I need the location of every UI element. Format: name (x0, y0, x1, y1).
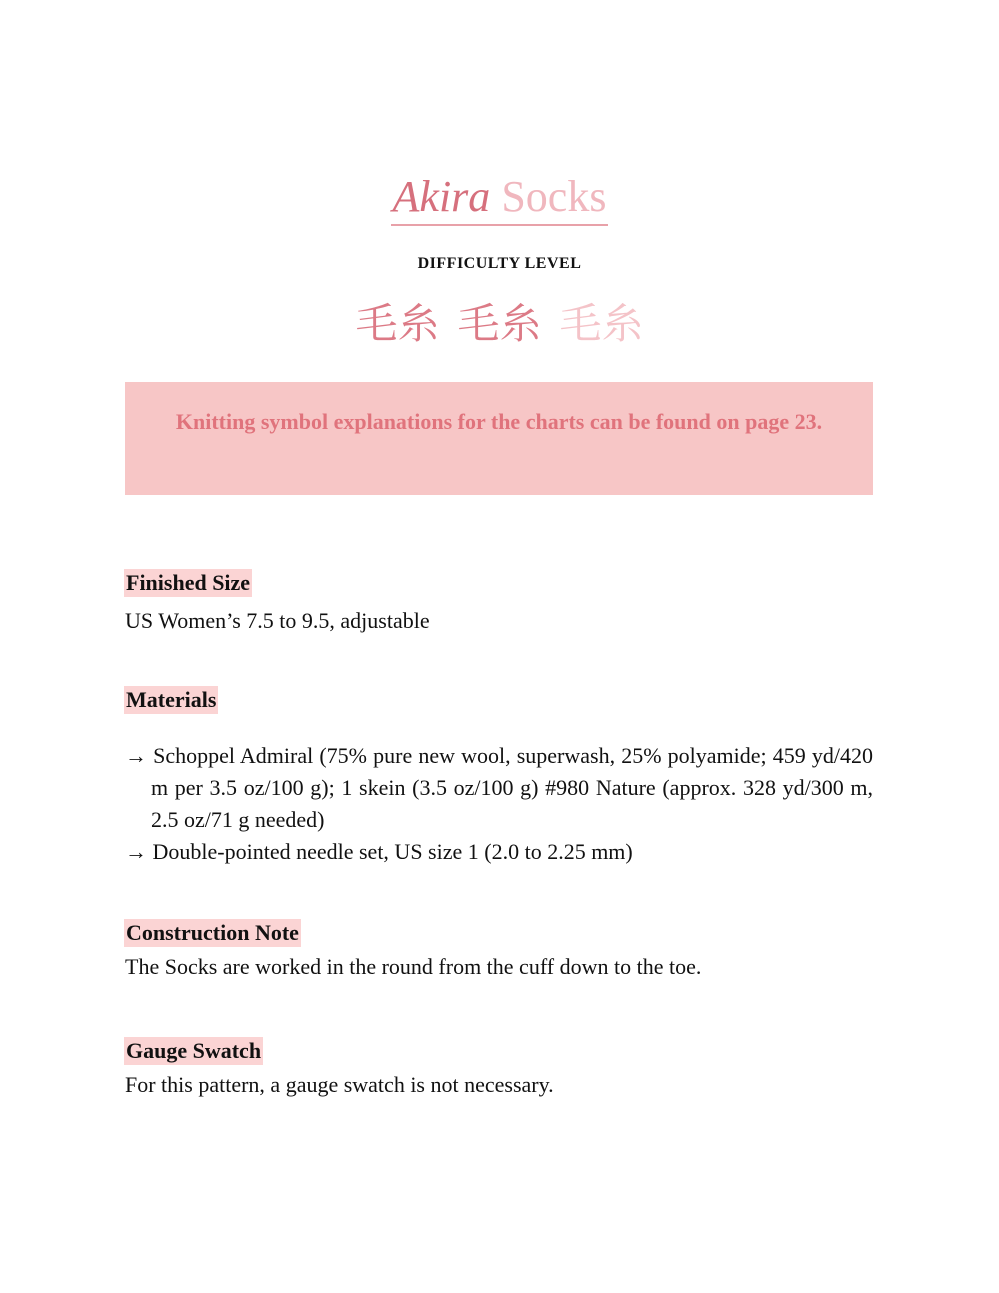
chart-symbols-callout (125, 382, 873, 495)
title-part-socks: Socks (501, 172, 607, 221)
finished-size-heading: Finished Size (126, 570, 251, 595)
materials-item-needles: → Double-pointed needle set, US size 1 (2.0 to 2.25 mm) (125, 839, 633, 864)
materials-list (125, 740, 873, 868)
title-part-akira: Akira (392, 172, 491, 221)
gauge-swatch-heading: Gauge Swatch (126, 1038, 262, 1063)
gauge-swatch-text: For this pattern, a gauge swatch is not necessary. (125, 1072, 554, 1097)
gauge-swatch-section (125, 1037, 873, 1101)
callout-text: Knitting symbol explanations for the charts can be found on page 23. (175, 409, 823, 434)
construction-note-heading: Construction Note (126, 920, 299, 945)
yarn-kanji-icon: 毛糸 (355, 299, 440, 348)
materials-section (125, 686, 873, 868)
yarn-kanji-icon-faded: 毛糸 (559, 299, 644, 348)
materials-item-yarn: → Schoppel Admiral (75% pure new wool, superwash, 25% polyamide; 459 yd/420 m per 3.5 oz/100 g); 1 skein (3.5 oz/100 g) #980 Nature (approx. 328 yd/300 m, 2.5 oz/71 g needed) (125, 743, 873, 832)
materials-heading: Materials (126, 687, 217, 712)
yarn-kanji-icon: 毛糸 (457, 299, 542, 348)
difficulty-label: DIFFICULTY LEVEL (417, 255, 582, 272)
construction-note-text: The Socks are worked in the round from the cuff down to the toe. (125, 954, 702, 979)
difficulty-rating (0, 296, 999, 352)
finished-size-text: US Women’s 7.5 to 9.5, adjustable (125, 608, 430, 633)
title-block (0, 170, 999, 226)
pattern-title (391, 170, 609, 226)
finished-size-section (125, 569, 873, 637)
construction-note-section (125, 919, 873, 983)
